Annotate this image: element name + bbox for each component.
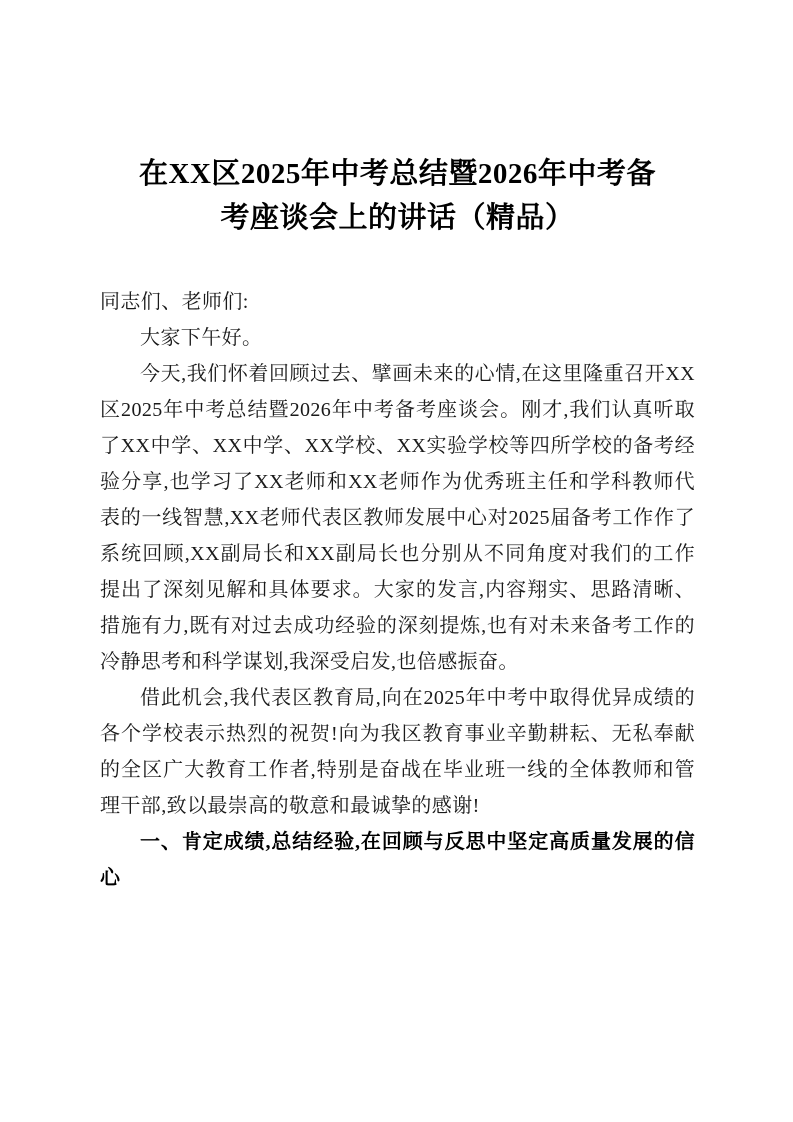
title-line-2: 考座谈会上的讲话（精品） [220, 202, 575, 234]
section-heading-1: 一、肯定成绩,总结经验,在回顾与反思中坚定高质量发展的信心 [100, 831, 695, 889]
body-paragraph-1: 今天,我们怀着回顾过去、擘画未来的心情,在这里隆重召开XX区2025年中考总结暨2026年中考备考座谈会。刚才,我们认真听取了XX中学、XX中学、XX学校、XX实验学校等四所学校的备考经验分享,也学习了XX老师和XX老师作为优秀班主任和学科教师代表的一线智慧,XX老师代表区教师发展中心对2025届备考工作作了系统回顾,XX副局长和XX副局长也分别从不同角度对我们的工作提出了深刻见解和具体要求。大家的发言,内容翔实、思路清晰、措施有力,既有对过去成功经验的深刻提炼,也有对未来备考工作的冷静思考和科学谋划,我深受启发,也倍感振奋。 [100, 363, 695, 673]
greeting-paragraph: 大家下午好。 [140, 327, 263, 349]
document-content [100, 152, 695, 896]
title-line-1: 在XX区2025年中考总结暨2026年中考备 [139, 158, 656, 190]
body-paragraph-2: 借此机会,我代表区教育局,向在2025年中考中取得优异成绩的各个学校表示热烈的祝贺!向为我区教育事业辛勤耕耘、无私奉献的全区广大教育工作者,特别是奋战在毕业班一线的全体教师和管理干部,致以最崇高的敬意和最诚挚的感谢! [100, 687, 695, 817]
salutation: 同志们、老师们: [100, 291, 249, 313]
page-title [100, 152, 695, 240]
